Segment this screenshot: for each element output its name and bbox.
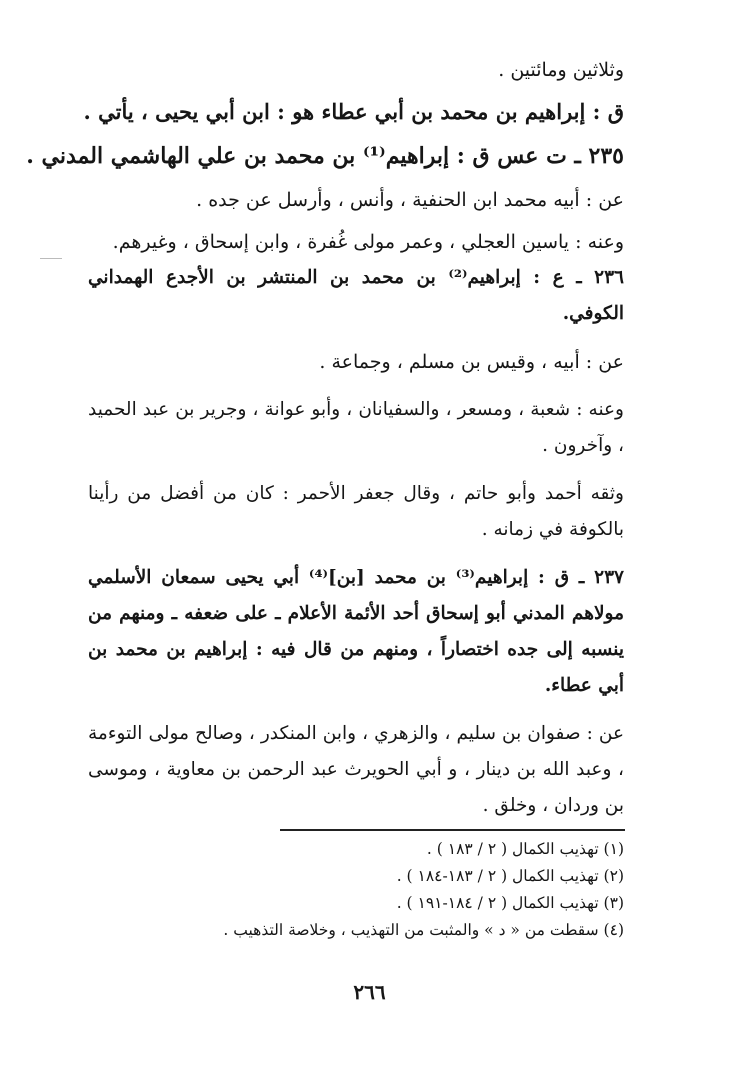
entry-236-from: عن : أبيه ، وقيس بن مسلم ، وجماعة . <box>319 351 624 373</box>
entry-235-from: عن : أبيه محمد ابن الحنفية ، وأنس ، وأرسل عن جده . <box>196 189 624 211</box>
entry-237-from: عن : صفوان بن سليم ، والزهري ، وابن المنكدر ، وصالح مولى التوءمة ، وعبد الله بن دينار ، و أبي الحويرث عبد الرحمن بن معاوية ، وموسى بن وردان ، وخلق . <box>88 723 624 816</box>
footnote-4: (٤) سقطت من « د » والمثبت من التهذيب ، وخلاصة التذهيب . <box>223 921 624 939</box>
page-number: ٢٦٦ <box>353 980 386 1004</box>
footnote-2: (٢) تهذيب الكمال ( ٢ / ١٨٣-١٨٤ ) . <box>396 867 624 885</box>
continuation-line: وثلاثين ومائتين . <box>498 59 624 81</box>
entry-236-assessment: وثقه أحمد وأبو حاتم ، وقال جعفر الأحمر : كان من أفضل من رأينا بالكوفة في زمانه . <box>88 483 624 540</box>
main-text <box>26 52 624 824</box>
footnote-1: (١) تهذيب الكمال ( ٢ / ١٨٣ ) . <box>426 840 624 858</box>
footnotes <box>88 836 624 944</box>
entry-235-students: وعنه : ياسين العجلي ، وعمر مولى غُفرة ، وابن إسحاق ، وغيرهم. <box>112 231 624 253</box>
entry-236-students: وعنه : شعبة ، ومسعر ، والسفيانان ، وأبو عوانة ، وجرير بن عبد الحميد ، وآخرون . <box>88 399 624 456</box>
entry-237-heading: ٢٣٧ ـ ق : إبراهيم⁽³⁾ بن محمد [بن]⁽⁴⁾ أبي يحيى سمعان الأسلمي مولاهم المدني أبو إسحاق أحد الأئمة الأعلام ـ على ضعفه ـ ومنهم من ينسبه إلى جده اختصاراً ، ومنهم من قال فيه : إبراهيم بن محمد بن أبي عطاء. <box>88 567 624 696</box>
entry-235-heading: ٢٣٥ ـ ت عس ق : إبراهيم⁽¹⁾ بن محمد بن علي الهاشمي المدني . <box>26 143 624 169</box>
margin-mark <box>40 258 62 259</box>
footnote-3: (٣) تهذيب الكمال ( ٢ / ١٨٤-١٩١ ) . <box>396 894 624 912</box>
entry-cross-ref: ق : إبراهيم بن محمد بن أبي عطاء هو : ابن أبي يحيى ، يأتي . <box>83 99 624 124</box>
footnote-divider <box>280 829 625 831</box>
entry-236-heading: ٢٣٦ ـ ع : إبراهيم⁽²⁾ بن محمد بن المنتشر بن الأجدع الهمداني الكوفي. <box>88 267 624 324</box>
